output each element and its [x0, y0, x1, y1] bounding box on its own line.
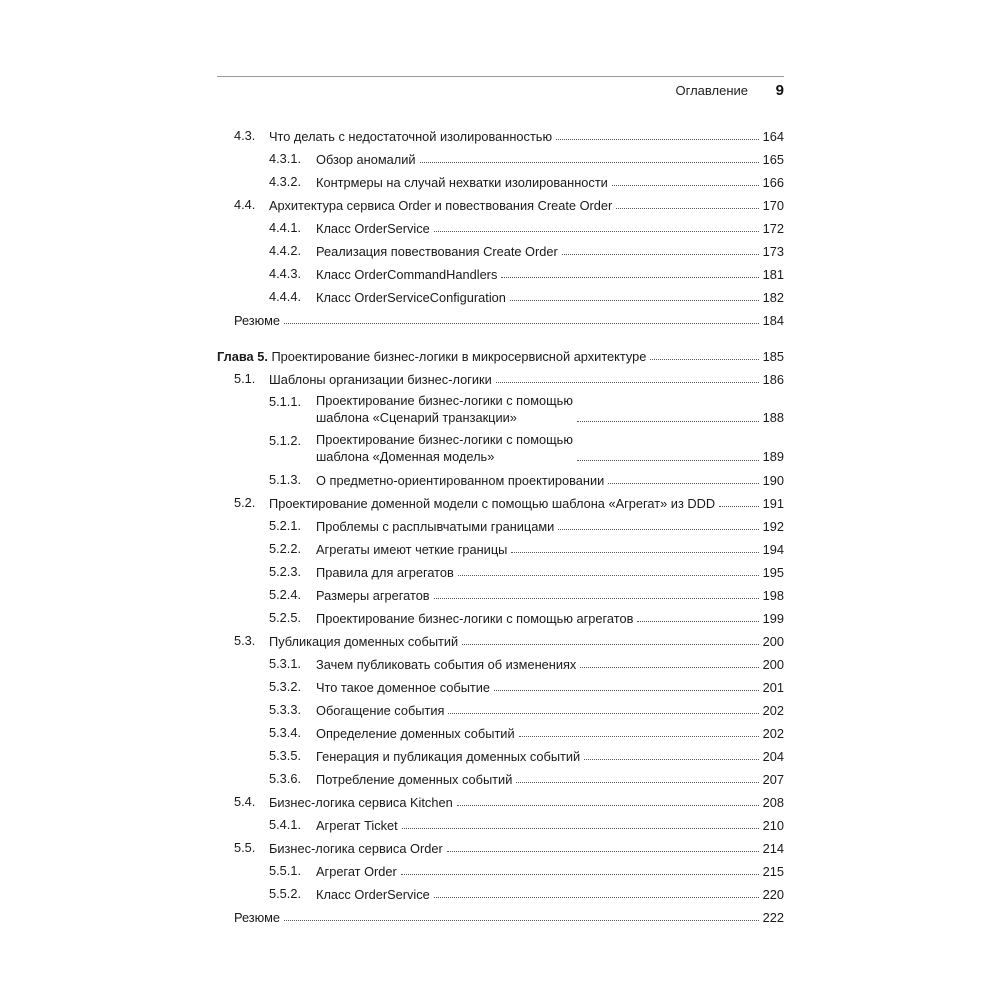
toc-entry — [217, 652, 784, 675]
toc-entry — [217, 698, 784, 721]
toc-entry-number: 5.1.3. — [269, 472, 302, 487]
toc-chapter-entry — [217, 344, 784, 367]
toc-page-number: 220 — [762, 887, 784, 902]
toc-entry-title: Агрегаты имеют четкие границы — [316, 542, 508, 557]
toc-page-number: 170 — [762, 198, 784, 213]
toc-entry-title: Обзор аномалий — [316, 152, 416, 167]
dot-leader — [448, 713, 758, 714]
toc-page-number: 215 — [762, 864, 784, 879]
toc-entry-title: Проектирование бизнес-логики с помощью агрегатов — [316, 611, 634, 626]
dot-leader — [496, 382, 759, 383]
dot-leader — [284, 920, 759, 921]
toc-page-number: 222 — [762, 910, 784, 925]
toc-entry — [217, 468, 784, 491]
toc-entry-title: Что делать с недостаточной изолированностью — [269, 129, 553, 144]
dot-leader — [462, 644, 758, 645]
dot-leader — [510, 300, 759, 301]
toc-entry-title: Размеры агрегатов — [316, 588, 430, 603]
dot-leader — [719, 506, 759, 507]
toc-page-number: 202 — [762, 726, 784, 741]
toc-summary-entry — [217, 905, 784, 928]
toc-page-number: 189 — [762, 449, 784, 464]
chapter-label: Глава 5. — [217, 349, 268, 364]
dot-leader — [562, 254, 759, 255]
toc-entry-number: 5.3.5. — [269, 748, 302, 763]
dot-leader — [284, 323, 759, 324]
toc-entry — [217, 836, 784, 859]
toc-entry-number: 4.3.2. — [269, 174, 302, 189]
dot-leader — [447, 851, 759, 852]
dot-leader — [584, 759, 758, 760]
toc-entry — [217, 429, 784, 468]
toc-page-number: 214 — [762, 841, 784, 856]
toc-summary-entry — [217, 308, 784, 331]
toc-page-number: 165 — [762, 152, 784, 167]
toc-entry-number: 5.3.1. — [269, 656, 302, 671]
book-page — [217, 0, 784, 1000]
toc-page-number: 202 — [762, 703, 784, 718]
toc-entry-number: 4.4.4. — [269, 289, 302, 304]
dot-leader — [612, 185, 759, 186]
toc-page-number: 182 — [762, 290, 784, 305]
toc-entry-title: Класс OrderService — [316, 221, 430, 236]
toc-page-number: 190 — [762, 473, 784, 488]
toc-entry — [217, 239, 784, 262]
toc-entry — [217, 675, 784, 698]
toc-entry — [217, 859, 784, 882]
toc-page-number: 192 — [762, 519, 784, 534]
dot-leader — [580, 667, 758, 668]
toc-entry-number: 5.2. — [234, 495, 256, 510]
toc-page-number: 166 — [762, 175, 784, 190]
dot-leader — [516, 782, 758, 783]
toc-entry-number: 4.3. — [234, 128, 256, 143]
toc-entry — [217, 560, 784, 583]
toc-entry-title: Класс OrderServiceConfiguration — [316, 290, 506, 305]
toc-entry — [217, 514, 784, 537]
toc-entry — [217, 767, 784, 790]
toc-entry-number: 5.5. — [234, 840, 256, 855]
toc-entry — [217, 124, 784, 147]
toc-page-number: 200 — [762, 634, 784, 649]
toc-page-number: 181 — [762, 267, 784, 282]
toc-page-number: 172 — [762, 221, 784, 236]
toc-entry-title: Проектирование бизнес-логики с помощью шаблона «Сценарий транзакции» — [316, 393, 573, 425]
dot-leader — [556, 139, 759, 140]
toc-entry-title: Шаблоны организации бизнес-логики — [269, 372, 492, 387]
dot-leader — [577, 460, 759, 461]
toc-entry — [217, 583, 784, 606]
toc-entry-title: Проектирование доменной модели с помощью шаблона «Агрегат» из DDD — [269, 496, 716, 511]
toc-entry — [217, 491, 784, 514]
toc-entry-number: 5.3. — [234, 633, 256, 648]
toc-entry — [217, 790, 784, 813]
toc-entry-number: 5.1. — [234, 371, 256, 386]
toc-entry-number: 5.2.1. — [269, 518, 302, 533]
dot-leader — [434, 897, 759, 898]
toc-entry-number: 5.2.4. — [269, 587, 302, 602]
toc-entry-number: 5.3.4. — [269, 725, 302, 740]
toc-page-number: 194 — [762, 542, 784, 557]
toc-entry — [217, 606, 784, 629]
toc-entry-number: 5.2.5. — [269, 610, 302, 625]
toc-page-number: 188 — [762, 410, 784, 425]
toc-entry-title: Публикация доменных событий — [269, 634, 459, 649]
dot-leader — [650, 359, 758, 360]
toc-entry — [217, 629, 784, 652]
toc-entry — [217, 285, 784, 308]
toc-page-number: 208 — [762, 795, 784, 810]
toc-entry — [217, 216, 784, 239]
toc-page-number: 185 — [762, 349, 784, 364]
toc-entry-number: 5.5.1. — [269, 863, 302, 878]
toc-entry-number: 4.4.3. — [269, 266, 302, 281]
dot-leader — [402, 828, 759, 829]
toc-entry — [217, 367, 784, 390]
toc-entry-number: 4.3.1. — [269, 151, 302, 166]
toc-entry-title: Определение доменных событий — [316, 726, 515, 741]
toc-page-number: 191 — [762, 496, 784, 511]
toc-page-number: 200 — [762, 657, 784, 672]
toc-entry-title: Бизнес-логика сервиса Kitchen — [269, 795, 453, 810]
toc-entry-title: Зачем публиковать события об изменениях — [316, 657, 577, 672]
toc-entry-number: 5.1.2. — [269, 433, 302, 448]
toc-entry-number: 5.3.3. — [269, 702, 302, 717]
toc-entry — [217, 721, 784, 744]
toc-entry-title: Архитектура сервиса Order и повествования Create Order — [269, 198, 613, 213]
toc-page-number: 199 — [762, 611, 784, 626]
dot-leader — [434, 231, 759, 232]
dot-leader — [501, 277, 758, 278]
toc-entry — [217, 193, 784, 216]
dot-leader — [511, 552, 758, 553]
toc-entry-title: О предметно-ориентированном проектировании — [316, 473, 605, 488]
toc-page-number: 173 — [762, 244, 784, 259]
toc-entry-number: 5.4. — [234, 794, 256, 809]
dot-leader — [637, 621, 758, 622]
table-of-contents — [217, 124, 784, 928]
page-number: 9 — [775, 82, 784, 99]
toc-entry-title — [217, 348, 646, 367]
toc-entry-title: Реализация повествования Create Order — [316, 244, 558, 259]
toc-entry-title: Агрегат Order — [316, 864, 397, 879]
toc-entry-title: Класс OrderCommandHandlers — [316, 267, 498, 282]
toc-entry-title: Резюме — [234, 313, 281, 328]
toc-entry — [217, 882, 784, 905]
chapter-title: Проектирование бизнес-логики в микросервисной архитектуре — [267, 349, 647, 364]
dot-leader — [577, 421, 759, 422]
toc-entry-number: 5.2.2. — [269, 541, 302, 556]
toc-entry-title: Резюме — [234, 910, 281, 925]
dot-leader — [401, 874, 759, 875]
toc-page-number: 198 — [762, 588, 784, 603]
toc-entry-title: Обогащение события — [316, 703, 445, 718]
toc-page-number: 184 — [762, 313, 784, 328]
toc-entry — [217, 537, 784, 560]
toc-entry-number: 5.3.2. — [269, 679, 302, 694]
toc-entry — [217, 262, 784, 285]
dot-leader — [616, 208, 758, 209]
toc-entry-number: 5.1.1. — [269, 394, 302, 409]
toc-entry-title: Бизнес-логика сервиса Order — [269, 841, 443, 856]
toc-entry — [217, 744, 784, 767]
toc-page-number: 195 — [762, 565, 784, 580]
toc-entry-number: 4.4.1. — [269, 220, 302, 235]
toc-entry-title: Потребление доменных событий — [316, 772, 513, 787]
toc-page-number: 186 — [762, 372, 784, 387]
toc-page-number: 201 — [762, 680, 784, 695]
toc-entry-number: 5.3.6. — [269, 771, 302, 786]
toc-entry-number: 5.5.2. — [269, 886, 302, 901]
toc-entry — [217, 390, 784, 429]
dot-leader — [457, 805, 759, 806]
running-header-title: Оглавление — [675, 83, 748, 98]
dot-leader — [458, 575, 759, 576]
toc-entry-number: 5.4.1. — [269, 817, 302, 832]
dot-leader — [494, 690, 759, 691]
toc-entry-number: 4.4. — [234, 197, 256, 212]
toc-page-number: 210 — [762, 818, 784, 833]
running-header — [217, 76, 784, 101]
toc-entry-number: 5.2.3. — [269, 564, 302, 579]
dot-leader — [434, 598, 759, 599]
toc-entry — [217, 170, 784, 193]
toc-entry-title: Агрегат Ticket — [316, 818, 398, 833]
toc-entry-title: Правила для агрегатов — [316, 565, 454, 580]
dot-leader — [558, 529, 758, 530]
toc-entry-number: 4.4.2. — [269, 243, 302, 258]
toc-entry-title: Проблемы с расплывчатыми границами — [316, 519, 555, 534]
toc-entry-title: Что такое доменное событие — [316, 680, 491, 695]
toc-page-number: 204 — [762, 749, 784, 764]
toc-entry-title: Класс OrderService — [316, 887, 430, 902]
toc-page-number: 207 — [762, 772, 784, 787]
dot-leader — [420, 162, 759, 163]
toc-entry — [217, 147, 784, 170]
toc-page-number: 164 — [762, 129, 784, 144]
dot-leader — [519, 736, 759, 737]
dot-leader — [608, 483, 758, 484]
toc-entry-title: Контрмеры на случай нехватки изолированности — [316, 175, 608, 190]
toc-entry — [217, 813, 784, 836]
toc-entry-title: Проектирование бизнес-логики с помощью шаблона «Доменная модель» — [316, 432, 573, 464]
toc-entry-title: Генерация и публикация доменных событий — [316, 749, 581, 764]
